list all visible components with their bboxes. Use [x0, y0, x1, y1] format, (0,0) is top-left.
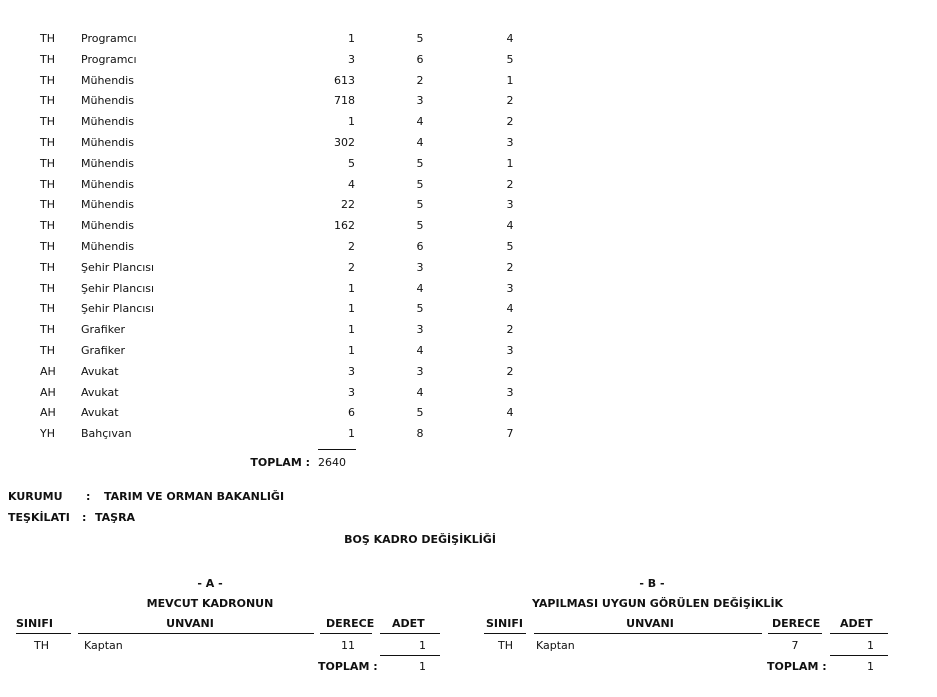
row-sinif: TH [40, 115, 55, 129]
section-b-col-sinif: SINIFI [486, 617, 523, 630]
table-row [0, 279, 600, 299]
row-mevcut-derece: 4 [416, 115, 424, 129]
section-a-total-value: 1 [419, 660, 426, 673]
section-a-row-adet: 1 [419, 639, 426, 652]
row-sinif: AH [40, 406, 56, 420]
section-b-header-rule-adet [830, 633, 888, 634]
section-b-col-derece: DERECE [772, 617, 821, 630]
row-uygun-derece: 2 [506, 94, 514, 108]
row-sinif: AH [40, 364, 56, 378]
section-b-total-rule [830, 655, 888, 656]
row-mevcut-derece: 5 [416, 156, 424, 170]
table-row [0, 258, 600, 278]
row-sinif: TH [40, 136, 55, 149]
row-sinif: TH [40, 73, 55, 87]
row-uygun-derece: 4 [506, 302, 514, 316]
table-row [0, 320, 600, 340]
table-row [0, 216, 600, 236]
row-unvan: Şehir Plancısı [81, 281, 155, 295]
row-unvan: Bahçıvan [81, 427, 132, 441]
row-adet: 1 [348, 281, 355, 295]
section-a-col-sinif: SINIFI [16, 617, 53, 630]
row-unvan: Mühendis [81, 198, 134, 212]
row-adet: 1 [348, 323, 355, 337]
row-adet: 6 [348, 406, 355, 420]
table-row [0, 341, 600, 361]
row-uygun-derece: 4 [506, 32, 514, 45]
row-adet: 2 [348, 260, 355, 274]
row-uygun-derece: 5 [506, 52, 514, 66]
row-unvan: Şehir Plancısı [81, 260, 155, 274]
kurumu-sep: : [86, 490, 91, 503]
row-uygun-derece: 3 [506, 136, 514, 149]
row-mevcut-derece: 5 [416, 219, 424, 233]
row-adet: 613 [334, 73, 355, 87]
listing-total-label: TOPLAM : [250, 456, 310, 469]
row-uygun-derece: 5 [506, 240, 514, 253]
row-unvan: Şehir Plancısı [81, 302, 155, 316]
row-sinif: TH [40, 260, 55, 274]
row-uygun-derece: 2 [506, 364, 514, 378]
row-sinif: TH [40, 240, 55, 253]
section-a-header-rule-unvan [78, 633, 314, 634]
table-row [0, 133, 600, 153]
table-row [0, 383, 600, 403]
table-row [0, 362, 600, 382]
row-sinif: TH [40, 177, 55, 191]
teskilati-sep: : [82, 511, 87, 524]
row-mevcut-derece: 5 [416, 406, 424, 420]
section-b-row-derece: 7 [791, 639, 799, 652]
row-sinif: AH [40, 385, 56, 399]
section-a-header-rule-derece [320, 633, 372, 634]
teskilati-value: TAŞRA [95, 511, 136, 524]
row-uygun-derece: 4 [506, 219, 514, 233]
table-row [0, 403, 600, 423]
table-row [0, 424, 600, 444]
row-mevcut-derece: 5 [416, 302, 424, 316]
row-sinif: TH [40, 32, 55, 45]
row-unvan: Mühendis [81, 115, 134, 129]
section-a-header-rule-sinif [16, 633, 71, 634]
table-row [0, 91, 600, 111]
row-unvan: Programcı [81, 52, 137, 66]
section-b-header-rule-sinif [484, 633, 526, 634]
row-adet: 1 [348, 344, 355, 357]
row-unvan: Mühendis [81, 73, 134, 87]
row-unvan: Avukat [81, 364, 119, 378]
section-b-header-rule-unvan [534, 633, 762, 634]
section-a-col-unvan: UNVANI [166, 617, 214, 630]
section-b-row-adet: 1 [867, 639, 874, 652]
row-adet: 3 [348, 385, 355, 399]
row-mevcut-derece: 6 [416, 240, 424, 253]
section-b-title: YAPILMASI UYGUN GÖRÜLEN DEĞİŞİKLİK [532, 597, 784, 610]
row-unvan: Avukat [81, 406, 119, 420]
section-b-marker: - B - [639, 577, 665, 590]
row-unvan: Programcı [81, 32, 137, 45]
row-sinif: TH [40, 344, 55, 357]
row-sinif: TH [40, 281, 55, 295]
section-a-col-derece: DERECE [326, 617, 375, 630]
row-adet: 22 [341, 198, 355, 212]
section-b-row-sinif: TH [498, 639, 513, 652]
kurumu-value: TARIM VE ORMAN BAKANLIĞI [104, 490, 285, 503]
row-unvan: Grafiker [81, 344, 125, 357]
section-b-row-unvan: Kaptan [536, 639, 575, 652]
row-sinif: TH [40, 302, 55, 316]
row-unvan: Mühendis [81, 94, 134, 108]
row-adet: 302 [334, 136, 355, 149]
row-adet: 162 [334, 219, 355, 233]
section-a-row-unvan: Kaptan [84, 639, 123, 652]
table-row [0, 112, 600, 132]
row-sinif: TH [40, 198, 55, 212]
row-adet: 1 [348, 302, 355, 316]
row-unvan: Mühendis [81, 177, 134, 191]
row-mevcut-derece: 4 [416, 344, 424, 357]
total-rule [318, 449, 356, 450]
section-b-col-adet: ADET [840, 617, 873, 630]
row-uygun-derece: 2 [506, 177, 514, 191]
row-adet: 3 [348, 52, 355, 66]
row-adet: 5 [348, 156, 355, 170]
table-row [0, 50, 600, 70]
section-b-header-rule-derece [768, 633, 822, 634]
section-a-col-adet: ADET [392, 617, 425, 630]
table-row [0, 195, 600, 215]
row-adet: 2 [348, 240, 355, 253]
row-uygun-derece: 2 [506, 260, 514, 274]
listing-total-value: 2640 [318, 456, 346, 469]
table-row [0, 71, 600, 91]
row-adet: 1 [348, 427, 355, 441]
row-unvan: Mühendis [81, 156, 134, 170]
row-uygun-derece: 3 [506, 344, 514, 357]
row-uygun-derece: 3 [506, 198, 514, 212]
row-mevcut-derece: 4 [416, 136, 424, 149]
table-row [0, 299, 600, 319]
row-unvan: Grafiker [81, 323, 125, 337]
section-b-total-label: TOPLAM : [767, 660, 827, 673]
row-sinif: TH [40, 219, 55, 233]
row-mevcut-derece: 4 [416, 385, 424, 399]
section-a-marker: - A - [197, 577, 223, 590]
row-sinif: TH [40, 323, 55, 337]
section-a-total-label: TOPLAM : [318, 660, 378, 673]
section-b-col-unvan: UNVANI [626, 617, 674, 630]
row-adet: 1 [348, 115, 355, 129]
row-mevcut-derece: 5 [416, 177, 424, 191]
section-a-row-sinif: TH [34, 639, 49, 652]
row-adet: 1 [348, 32, 355, 45]
row-mevcut-derece: 5 [416, 198, 424, 212]
row-mevcut-derece: 6 [416, 52, 424, 66]
row-mevcut-derece: 3 [416, 260, 424, 274]
section-b-total-value: 1 [867, 660, 874, 673]
row-sinif: TH [40, 52, 55, 66]
row-mevcut-derece: 2 [416, 73, 424, 87]
row-uygun-derece: 7 [506, 427, 514, 441]
teskilati-label: TEŞKİLATI [8, 511, 70, 524]
row-uygun-derece: 1 [506, 156, 514, 170]
row-mevcut-derece: 8 [416, 427, 424, 441]
row-adet: 718 [334, 94, 355, 108]
table-row [0, 29, 600, 49]
row-mevcut-derece: 3 [416, 323, 424, 337]
row-uygun-derece: 2 [506, 323, 514, 337]
row-adet: 4 [348, 177, 355, 191]
section-a-row-derece: 11 [341, 639, 355, 652]
row-sinif: YH [40, 427, 55, 441]
section-a-header-rule-adet [380, 633, 440, 634]
row-sinif: TH [40, 156, 55, 170]
row-unvan: Avukat [81, 385, 119, 399]
table-row [0, 175, 600, 195]
row-mevcut-derece: 3 [416, 364, 424, 378]
row-unvan: Mühendis [81, 219, 134, 233]
section-a-total-rule [380, 655, 440, 656]
table-row [0, 154, 600, 174]
row-uygun-derece: 3 [506, 385, 514, 399]
row-adet: 3 [348, 364, 355, 378]
row-unvan: Mühendis [81, 240, 134, 253]
row-sinif: TH [40, 94, 55, 108]
table-row [0, 237, 600, 257]
row-uygun-derece: 2 [506, 115, 514, 129]
kurumu-label: KURUMU [8, 490, 63, 503]
row-mevcut-derece: 5 [416, 32, 424, 45]
document-title: BOŞ KADRO DEĞİŞİKLİĞİ [344, 533, 496, 546]
row-uygun-derece: 4 [506, 406, 514, 420]
row-mevcut-derece: 4 [416, 281, 424, 295]
section-a-title: MEVCUT KADRONUN [146, 597, 274, 610]
row-mevcut-derece: 3 [416, 94, 424, 108]
row-uygun-derece: 1 [506, 73, 514, 87]
row-unvan: Mühendis [81, 136, 134, 149]
row-uygun-derece: 3 [506, 281, 514, 295]
